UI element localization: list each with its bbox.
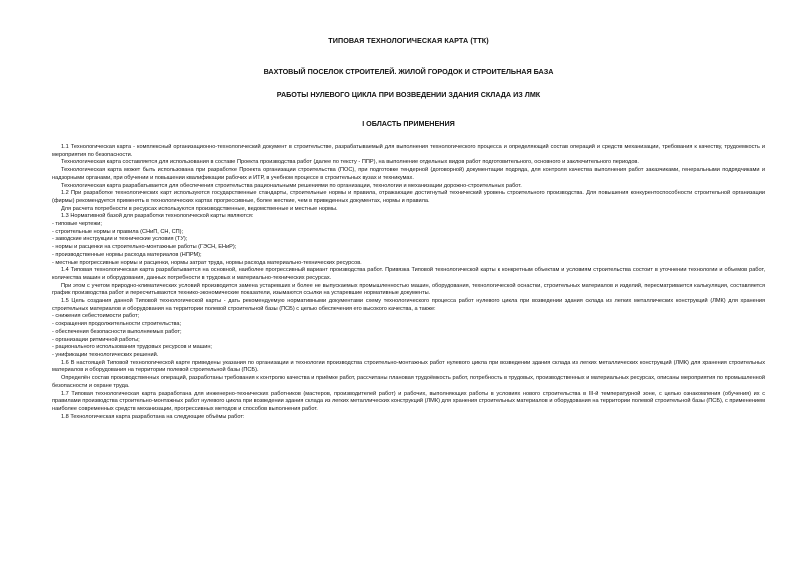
list-item: - нормы и расценки на строительно-монтажные работы (ГЭСН, ЕНиР); <box>52 244 237 251</box>
document-subtitle-1: ВАХТОВЫЙ ПОСЕЛОК СТРОИТЕЛЕЙ. ЖИЛОЙ ГОРОДОК И СТРОИТЕЛЬНАЯ БАЗА <box>263 67 554 76</box>
section-body <box>52 144 765 421</box>
list-item: - типовые чертежи; <box>52 221 102 228</box>
paragraph: При этом с учетом природно-климатических условий производится замена устаревших и более не выпускаемых промышленностью машин, оборудования, технологической оснастки, строительных материалов и изделий, пересматривается калькуляция, составляется график производства работ и пересчитываются технико-экономические показатели, изымаются ссылки на устаревшие нормативные документы. <box>52 282 765 297</box>
paragraph: 1.8 Технологическая карта разработана на следующие объёмы работ: <box>61 413 245 420</box>
list-item: - местные прогрессивные нормы и расценки, нормы затрат труда, нормы расхода материально-технических ресурсов. <box>52 259 362 266</box>
list-item: - снижения себестоимости работ; <box>52 313 140 320</box>
paragraph: 1.4 Типовая технологическая карта разрабатывается на основной, наиболее прогрессивный вариант производства работ. Привязка Типовой технологической карты к конкретным объектам и условиям строительства состоит в уточнении технологии и объемов работ, количества машин и оборудования, данных потребности в трудовых и материально-технических ресурсах. <box>52 267 765 281</box>
section-heading: I ОБЛАСТЬ ПРИМЕНЕНИЯ <box>362 119 455 128</box>
document-title: ТИПОВАЯ ТЕХНОЛОГИЧЕСКАЯ КАРТА (ТТК) <box>328 36 489 45</box>
paragraph: Определён состав производственных операций, разработаны требования к контролю качества и приёмке работ, рассчитаны плановая трудоёмкость работ, потребность в трудовых, производственных и материальных ресурсах, описаны мероприятия по промышленной безопасности и охране труда. <box>52 375 765 389</box>
list-item: - обеспечения безопасности выполняемых работ; <box>52 328 182 335</box>
document-subtitle-2: РАБОТЫ НУЛЕВОГО ЦИКЛА ПРИ ВОЗВЕДЕНИИ ЗДАНИЯ СКЛАДА ИЗ ЛМК <box>276 90 541 99</box>
paragraph: 1.6 В настоящей Типовой технологической карте приведены указания по организации и технологии производства строительно-монтажных работ нулевого цикла при возведении здания склада из легких металлических конструкций (ЛМК) для хранения строительных материалов и оборудования на территории полевой строительной базы (ПСБ). <box>52 359 765 374</box>
paragraph: Для расчета потребности в ресурсах используются производственные, ведомственные и местные нормы. <box>61 205 338 212</box>
paragraph: 1.7 Типовая технологическая карта разработана для инженерно-технических работников (мастеров, производителей работ) и рабочих, выполняющих работы в условиях нового строительства в III-й температурной зоне, с целью ознакомления (обучения) их с правилами производства строительно-монтажных работ нулевого цикла при возведении здания склада из легких металлических конструкций (ЛМК) для хранения строительных материалов и оборудования на территории полевой строительной базы (ПСБ), с применением наиболее современных средств механизации, прогрессивных методов и способов выполнения работ. <box>52 390 765 412</box>
list-item: - заводские инструкции и технические условия (ТУ); <box>52 236 188 243</box>
list-item: - сокращения продолжительности строительства; <box>52 321 182 328</box>
paragraph: Технологическая карта составляется для использования в составе Проекта производства работ (далее по тексту - ППР), на выполнение отдельных видов работ подготовительного, основного и заключительного периодов. <box>61 159 639 166</box>
paragraph: 1.1 Технологическая карта - комплексный организационно-технологический документ в строительстве, разрабатываемый для выполнения технологического процесса и определяющий состав операций и средств механизации, требования к качеству, трудоемкость и мероприятия по безопасности. <box>52 144 765 158</box>
list-item: - строительные нормы и правила (СНиП, СН, СП); <box>52 228 184 235</box>
list-item: - рационального использования трудовых ресурсов и машин; <box>52 344 212 351</box>
list-item: - унификации технологических решений. <box>52 351 159 358</box>
paragraph: Технологическая карта разрабатывается для обеспечения строительства рациональными решениями по организации, технологии и механизации дорожно-строительных работ. <box>61 182 522 189</box>
paragraph: Технологическая карта может быть использована при разработке Проекта организации строительства (ПОС), при подготовке тендерной (договорной) документации подряда, для контроля качества выполнения работ заказчиками, генеральными подрядчиками и надзорными органами, при обучении и повышении квалификации рабочих и ИТР, в учебном процессе в строительных вузах и техникумах. <box>52 167 765 181</box>
paragraph: 1.5 Цель создания данной Типовой технологической карты - дать рекомендуемую нормативными документами схему технологического процесса работ нулевого цикла при возведении здания склада из легких металлических конструкций (ЛМК) для хранения строительных материалов и оборудования на территории полевой строительной базы (ПСБ) с целью обеспечения его высокого качества, а также: <box>52 298 765 312</box>
paragraph: 1.3 Нормативной базой для разработки технологической карты являются: <box>61 213 254 220</box>
list-item: - организации ритмичной работы; <box>52 336 140 343</box>
list-item: - производственные нормы расхода материалов (НПРМ); <box>52 251 202 258</box>
paragraph: 1.2 При разработке технологических карт используются государственные стандарты, строительные нормы и правила, отражающие достигнутый технический уровень строительного производства. Для повышения конкурентоспособности строительной организации (фирмы) рекомендуется применять в технологических картах прогрессивные, более жесткие, чем в приведенных документах, нормы и правила. <box>52 190 765 204</box>
